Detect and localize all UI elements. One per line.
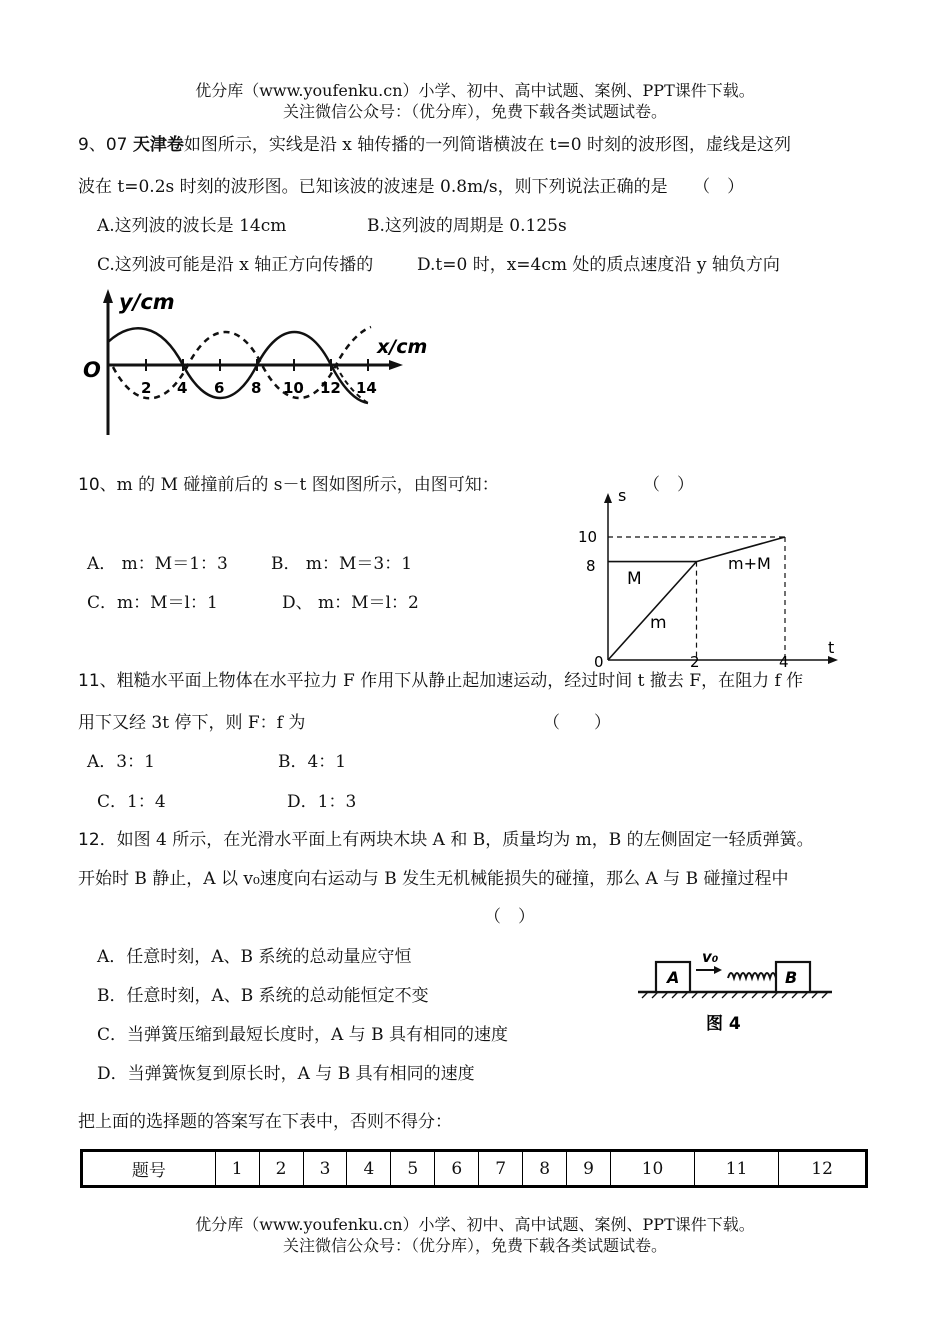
q9-option-d: D.t=0 时，x=4cm 处的质点速度沿 y 轴负方向 [417,255,780,275]
wave-tick-label: 14 [356,379,377,397]
q10-option-c: C．m：M＝l：1 [87,593,218,613]
wave-x-label: x/cm [377,336,428,358]
answer-cell-3[interactable]: 3 [303,1151,347,1187]
answer-table [80,1149,868,1188]
header-line-1: 优分库（www.youfenku.cn）小学、初中、高中试题、案例、PPT课件下载。 [195,81,755,100]
q9-source: 天津卷 [132,135,184,155]
velocity-label: v₀ [702,948,719,966]
q10-number: 10 [78,475,100,495]
wave-tick-label: 12 [320,379,341,397]
answer-cell-5[interactable]: 5 [391,1151,435,1187]
wave-origin-label: O [83,358,101,382]
q10-stem-text: 、m 的 M 碰撞前后的 s－t 图如图所示，由图可知： [99,475,499,495]
q12-option-d: D．当弹簧恢复到原长时，A 与 B 具有相同的速度 [97,1064,475,1084]
st-label-m: m [650,613,667,633]
answer-cell-7[interactable]: 7 [479,1151,523,1187]
st-t-label: t [828,638,835,657]
answer-table-header: 题号 [82,1151,216,1187]
q10-stem [78,470,499,495]
q9-stem-line-1 [78,130,791,155]
velocity-arrowhead [714,966,722,974]
answer-table-row [82,1151,867,1187]
q11-stem-line-1 [78,666,803,691]
q10-st-chart [570,485,845,675]
st-s-label: s [618,486,627,505]
q12-figure-4 [636,940,836,1040]
q9-option-b: B.这列波的周期是 0.125s [367,216,567,236]
q9-option-c: C.这列波可能是沿 x 轴正方向传播的 [97,255,374,275]
wave-x-arrow [389,360,403,370]
wave-y-arrow [103,289,113,303]
q11-option-b: B．4：1 [278,752,347,772]
answer-cell-4[interactable]: 4 [347,1151,391,1187]
block-b-label: B [785,968,798,987]
q11-stem-line-2: 用下又经 3t 停下，则 F：f 为 [78,713,306,733]
q9-stem-text-1: 如图所示，实线是沿 x 轴传播的一列简谐横波在 t=0 时刻的波形图，虚线是这列 [183,135,791,155]
q10-option-b: B． m：M＝3：1 [271,554,413,574]
answer-cell-10[interactable]: 10 [610,1151,694,1187]
header-line-2: 关注微信公众号：（优分库），免费下载各类试题试卷。 [282,102,667,121]
wave-tick-label: 8 [251,379,262,397]
q12-stem-text-1: ．如图 4 所示，在光滑水平面上有两块木块 A 和 B，质量均为 m，B 的左侧固定一轻质弹簧。 [99,830,814,850]
q12-blank: （ ） [484,907,535,927]
q12-stem-line-1 [78,825,814,850]
answer-cell-8[interactable]: 8 [523,1151,567,1187]
q11-stem-text-1: 、粗糙水平面上物体在水平拉力 F 作用下从静止起加速运动，经过时间 t 撤去 F，在阻力 f 作 [99,671,804,691]
q11-number: 11 [78,671,100,691]
answer-cell-12[interactable]: 12 [779,1151,867,1187]
q12-option-a: A．任意时刻，A、B 系统的总动量应守恒 [97,947,412,967]
answer-cell-2[interactable]: 2 [259,1151,303,1187]
st-label-mM: m+M [728,554,771,573]
st-tick-4: 4 [779,653,789,671]
wave-tick-label: 2 [141,379,152,397]
st-tick-2: 2 [690,653,700,671]
answer-cell-1[interactable]: 1 [215,1151,259,1187]
answer-cell-6[interactable]: 6 [435,1151,479,1187]
wave-y-label: y/cm [119,290,175,314]
q11-option-c: C．1：4 [97,792,166,812]
answer-cell-9[interactable]: 9 [567,1151,611,1187]
figure-4-caption: 图 4 [706,1014,741,1034]
q10-option-a: A． m：M＝1：3 [87,554,228,574]
st-label-M: M [627,569,642,589]
block-a-label: A [667,968,680,987]
st-origin-label: 0 [594,653,604,671]
st-x-arrowhead [828,656,838,664]
answer-prompt: 把上面的选择题的答案写在下表中，否则不得分： [78,1112,452,1132]
q11-option-d: D．1：3 [287,792,357,812]
q12-stem-line-2: 开始时 B 静止，A 以 v₀速度向右运动与 B 发生无机械能损失的碰撞，那么 A 与 B 碰撞过程中 [78,869,789,889]
spring [728,973,776,978]
q10-blank: （ ） [643,475,694,495]
footer-line-2: 关注微信公众号：（优分库），免费下载各类试题试卷。 [282,1236,667,1255]
q12-option-b: B．任意时刻，A、B 系统的总动能恒定不变 [97,986,429,1006]
q11-option-a: A．3：1 [87,752,155,772]
st-y-arrowhead [604,493,612,503]
wave-tick-label: 4 [177,379,188,397]
q9-number: 9、07 [78,135,128,155]
q9-stem-line-2: 波在 t=0.2s 时刻的波形图。已知该波的波速是 0.8m/s，则下列说法正确的是 （ ） [78,177,745,197]
answer-cell-11[interactable]: 11 [695,1151,779,1187]
st-s-10: 10 [578,528,598,546]
q11-blank: （ ） [543,713,611,733]
wave-tick-label: 6 [214,379,225,397]
q9-wave-figure [75,285,445,440]
wave-tick-label: 10 [283,379,304,397]
q9-option-a: A.这列波的波长是 14cm [97,216,287,236]
st-s-8: 8 [586,557,596,575]
q12-number: 12 [78,830,100,850]
q12-option-c: C．当弹簧压缩到最短长度时，A 与 B 具有相同的速度 [97,1025,508,1045]
st-series-line-2 [608,562,697,660]
q10-option-d: D、 m：M＝l：2 [282,593,419,613]
footer-line-1: 优分库（www.youfenku.cn）小学、初中、高中试题、案例、PPT课件下载。 [195,1215,755,1234]
